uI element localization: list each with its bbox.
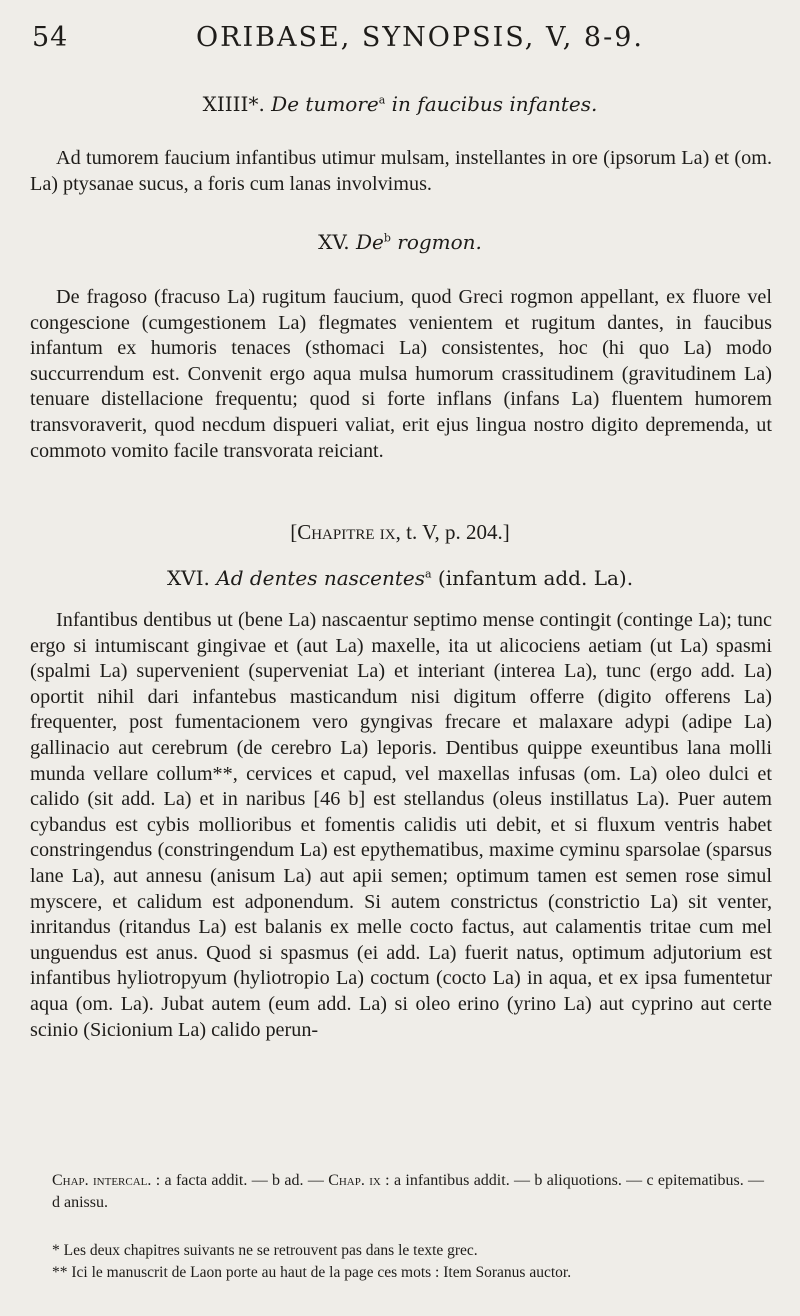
section-title: De (355, 230, 384, 254)
apparatus-notes-intercal: : a facta addit. — b ad. — (155, 1172, 324, 1189)
section-number: XIIII*. (202, 92, 265, 116)
page-number: 54 (32, 22, 69, 53)
chapter-label: Chapitre ix (297, 520, 396, 544)
note-mark: a (378, 93, 386, 107)
section-heading-xiiii (30, 92, 770, 116)
footnote: ** Ici le manuscrit de Laon porte au haut de la page ces mots : Item Soranus auctor. (52, 1264, 572, 1281)
chapter-marker: [Chapitre ix, t. V, p. 204.] (290, 520, 510, 544)
running-title: ORIBASE, SYNOPSIS, V, 8-9. (196, 22, 644, 53)
section-title-rest: rogmon. (397, 230, 482, 254)
section-number: XVI. (166, 566, 210, 590)
section-heading-xvi (30, 566, 770, 590)
note-mark: a (425, 567, 432, 581)
running-head (30, 22, 770, 62)
apparatus-label-ix: Chap. ix (328, 1172, 381, 1189)
section-text-xv: De fragoso (fracuso La) rugitum faucium, quod Greci rogmon appellant, ex fluore vel congescione (cumgestionem La) flegmates venientem et rugitum dantes, in faucibus infantum ex humoris tenaces (sthomaci La) consistentes, hoc (hi quo La) modo succurrendum est. Convenit ergo aqua mulsa humorum crassitudinem (gravitudinem La) tenuare distellacione frequentu; quod si forte inflans (infans La) fluentem humorem transvoraverit, quod necdum dispueri valiat, erit ejus lingua nostro digito depremenda, ut commoto vomito facile transvorata reiciant. (30, 286, 772, 462)
footnote: * Les deux chapitres suivants ne se retrouvent pas dans le texte grec. (52, 1242, 478, 1259)
section-number: XV. (318, 230, 350, 254)
section-title: De tumore (271, 92, 379, 116)
section-title-rest: (infantum add. La). (437, 566, 634, 590)
apparatus-label-intercal: Chap. intercal. (52, 1172, 152, 1189)
section-title-rest: in faucibus infantes. (391, 92, 598, 116)
section-text-xiiii: Ad tumorem faucium infantibus utimur mulsam, instellantes in ore (ipsorum La) et (om. La) ptysanae sucus, a foris cum lanas involvimus. (30, 147, 772, 195)
chapter-reference: , t. V, p. 204.] (395, 520, 510, 544)
footnotes (52, 1240, 764, 1284)
section-text-xvi: Infantibus dentibus ut (bene La) nascaentur septimo mense contingit (continge La); tunc ergo si intumiscant gingivae et (aut La) maxelle, ita ut alicociens aetiam (ut La) spasmi (spalmi La) supervenient (superveniat La) et interiant (interea La), tunc (ergo add. La) oportit nihil dari infantebus masticandum nisi digitum offerre (digito offerens La) frequenter, post fumentacionem vero gyngivas frecare et malaxare adypi (adipe La) gallinacio aut cerebrum (de cerebro La) leporis. Dentibus quippe exeuntibus lana molli munda vellare collum**, cervices et capud, vel maxellas infusas (om. La) oleo dulci et calido (sit add. La) et in naribus [46 b] est stellandus (oleus instillatus La). Puer autem cybandus est cybis mollioribus et fomentis calidis uti debit, et si fluxum ventris habet constringendus (constringendum La) est epythematibus, maxime cyminu sparsolae (sparsus lane La), aut annesu (anisum La) aut apii semen; optimum tamen est semen rose simul myscere, et calidum est adponendum. Si autem constrictus (constrictio La) sit venter, inritandus (ritandus La) est balanis ex melle cocto factus, aut calamentis tritae cum mel unguendus est anus. Quod si spasmus (ei add. La) fuerit natus, optimum adjutorium est infantibus hyliotropyum (hyliotropio La) coctum (cocto La) in aqua, et ex ipsa fumentetur aqua (om. La). Jubat autem (eum add. La) si oleo erino (yrino La) aut cyprino aut certe scinio (Sicionium La) calido perun- (30, 609, 772, 1041)
note-mark: b (383, 231, 391, 245)
apparatus-notes-ix: : a infantibus addit. — b aliquotions. — c epitematibus. — d anissu. (52, 1172, 765, 1211)
section-heading-xv (30, 230, 770, 254)
section-title: Ad dentes nascentes (216, 566, 425, 590)
critical-apparatus (52, 1170, 764, 1214)
